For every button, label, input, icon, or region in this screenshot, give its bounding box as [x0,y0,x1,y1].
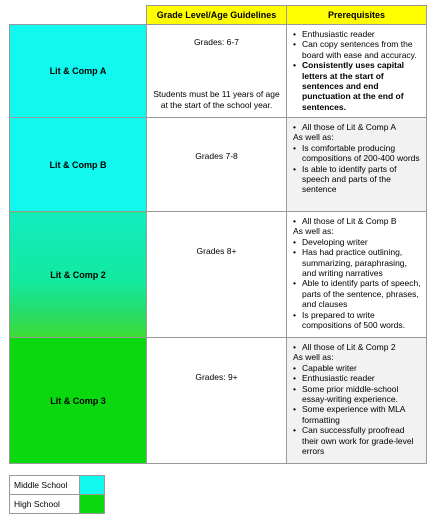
grade-cell [147,338,287,464]
legend-swatch-high-school [80,495,105,514]
legend-row-middle-school [10,476,105,495]
header-grade-level: Grade Level/Age Guidelines [147,6,287,25]
as-well-as: As well as: [293,132,334,143]
course-name-cell: Lit & Comp 2 [10,212,147,338]
prerequisites-cell [287,118,427,212]
age-note: Students must be 11 years of age at the start of the school year. [153,89,280,110]
course-name-cell: Lit & Comp A [10,25,147,118]
grade-text: Grades 8+ [196,246,237,256]
header-corner [10,6,147,25]
header-prerequisites: Prerequisites [287,6,427,25]
prereq-intro: • All those of Lit & Comp 2 [293,342,422,352]
prereq-item: • Some experience with MLA formatting [293,404,422,425]
grade-text: Grades: 9+ [195,372,238,382]
prereq-item: • Is able to identify parts of speech and parts of the sentence [293,164,422,195]
grade-cell [147,118,287,212]
course-row-lit-comp-2 [10,212,427,338]
prereq-item-emphasized: • Consistently uses capital letters at the start of sentences and end punctuation at the end of sentences. [293,60,422,112]
course-name-cell: Lit & Comp 3 [10,338,147,464]
prereq-item: • Able to identify parts of speech, parts of the sentence, phrases, and clauses [293,278,422,309]
course-row-lit-comp-b [10,118,427,212]
prereq-item: • Is comfortable producing compositions of 200-400 words [293,143,422,164]
prerequisites-cell [287,25,427,118]
grade-text: Grades: 6-7 [194,37,239,47]
prerequisites-cell [287,338,427,464]
legend-row-high-school [10,495,105,514]
grade-cell [147,212,287,338]
prerequisites-cell [287,212,427,338]
legend-swatch-middle-school [80,476,105,495]
prereq-item: • Enthusiastic reader [293,29,422,39]
grade-text: Grades 7-8 [195,151,238,161]
course-name-cell: Lit & Comp B [10,118,147,212]
prereq-item: • Enthusiastic reader [293,373,422,383]
legend-label: Middle School [10,476,80,495]
prereq-item: • Can successfully proofread their own work for grade-level errors [293,425,422,456]
header-row [10,6,427,25]
prereq-item: • Has had practice outlining, summarizing, paraphrasing, and writing narratives [293,247,422,278]
as-well-as: As well as: [293,352,334,363]
prereq-item: • Some prior middle-school essay-writing experience. [293,384,422,405]
legend-label: High School [10,495,80,514]
prereq-item: • Capable writer [293,363,422,373]
course-prerequisites-table [9,5,427,464]
legend [9,475,105,514]
course-row-lit-comp-3 [10,338,427,464]
prereq-item: • Developing writer [293,237,422,247]
grade-cell [147,25,287,118]
prereq-intro: • All those of Lit & Comp A [293,122,422,132]
course-row-lit-comp-a [10,25,427,118]
prereq-intro: • All those of Lit & Comp B [293,216,422,226]
as-well-as: As well as: [293,226,334,237]
prereq-item: • Can copy sentences from the board with ease and accuracy. [293,39,422,60]
prereq-item: • Is prepared to write compositions of 500 words. [293,310,422,331]
